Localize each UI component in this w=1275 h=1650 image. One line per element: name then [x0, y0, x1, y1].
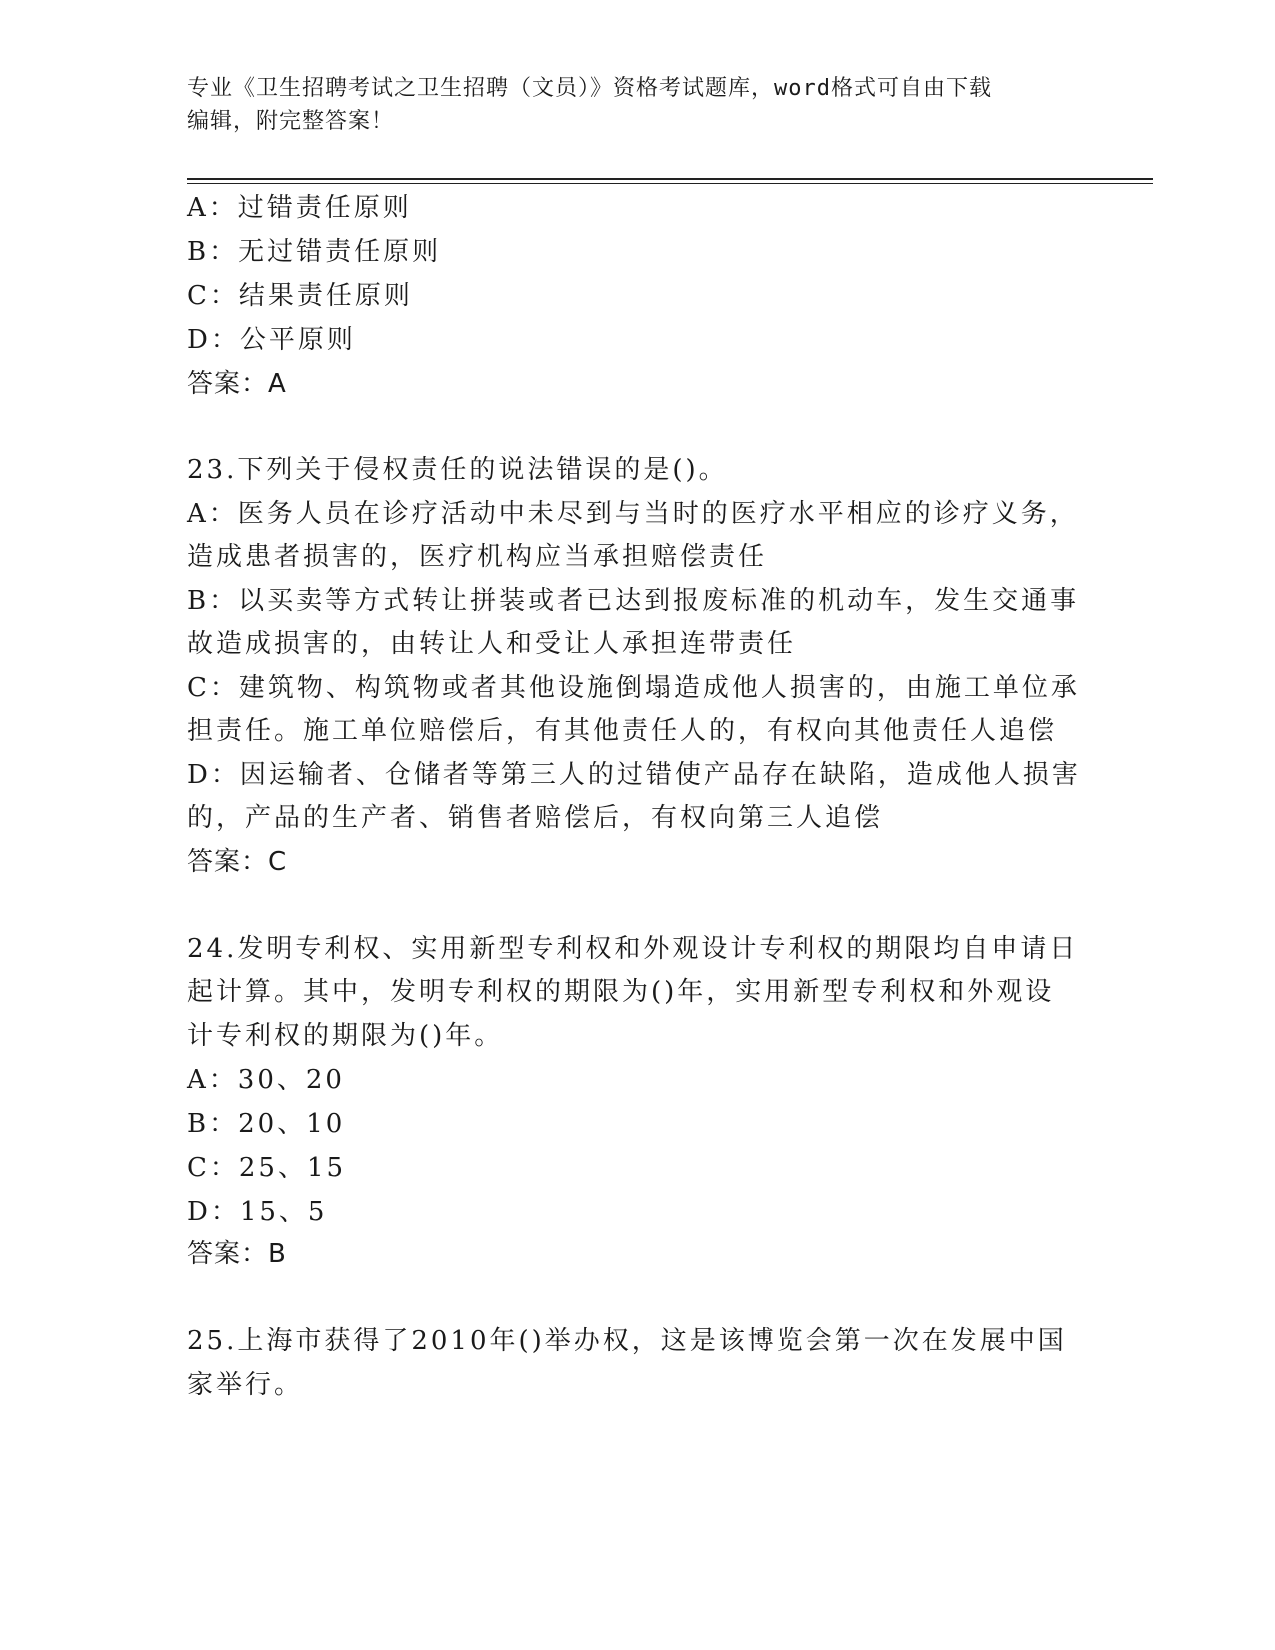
q23-option-b-line-1: B：以买卖等方式转让拼装或者已达到报废标准的机动车，发生交通事: [187, 586, 1080, 616]
q24-question-line-2: 起计算。其中，发明专利权的期限为()年，实用新型专利权和外观设: [187, 977, 1055, 1007]
header-rule-thin: [187, 183, 1153, 184]
q23-option-c-line-1: C：建筑物、构筑物或者其他设施倒塌造成他人损害的，由施工单位承: [187, 673, 1080, 703]
q22-option-d: D：公平原则: [187, 325, 356, 355]
document-header: [187, 72, 1067, 138]
q22-answer: 答案：A: [187, 369, 287, 399]
q23-option-a-line-2: 造成患者损害的，医疗机构应当承担赔偿责任: [187, 542, 768, 572]
q24-option-a: A：30、20: [187, 1065, 345, 1095]
q25-question-line-2: 家举行。: [187, 1370, 304, 1400]
q25-question-line-1: 25.上海市获得了2010年()举办权，这是该博览会第一次在发展中国: [187, 1326, 1067, 1356]
q24-option-d: D：15、5: [187, 1197, 328, 1227]
q22-option-c: C：结果责任原则: [187, 281, 413, 311]
q24-answer: 答案：B: [187, 1239, 287, 1269]
q23-option-a-line-1: A：医务人员在诊疗活动中未尽到与当时的医疗水平相应的诊疗义务，: [187, 499, 1079, 529]
q24-question-line-1: 24.发明专利权、实用新型专利权和外观设计专利权的期限均自申请日: [187, 934, 1079, 964]
q24-question-line-3: 计专利权的期限为()年。: [187, 1021, 504, 1051]
q23-option-b-line-2: 故造成损害的，由转让人和受让人承担连带责任: [187, 629, 797, 659]
q23-option-d-line-2: 的，产品的生产者、销售者赔偿后，有权向第三人追偿: [187, 803, 884, 833]
header-line-1: 专业《卫生招聘考试之卫生招聘（文员）》资格考试题库，word格式可自由下载: [187, 76, 992, 101]
q23-question: 23.下列关于侵权责任的说法错误的是()。: [187, 455, 728, 485]
q22-option-b: B：无过错责任原则: [187, 237, 442, 267]
q24-option-b: B：20、10: [187, 1109, 346, 1139]
q24-option-c: C：25、15: [187, 1153, 347, 1183]
header-rule-thick: [187, 178, 1153, 180]
header-line-2: 编辑，附完整答案！: [187, 109, 395, 134]
q22-option-a: A：过错责任原则: [187, 193, 412, 223]
q23-option-c-line-2: 担责任。施工单位赔偿后，有其他责任人的，有权向其他责任人追偿: [187, 716, 1058, 746]
q23-option-d-line-1: D：因运输者、仓储者等第三人的过错使产品存在缺陷，造成他人损害: [187, 760, 1081, 790]
q23-answer: 答案：C: [187, 847, 288, 877]
